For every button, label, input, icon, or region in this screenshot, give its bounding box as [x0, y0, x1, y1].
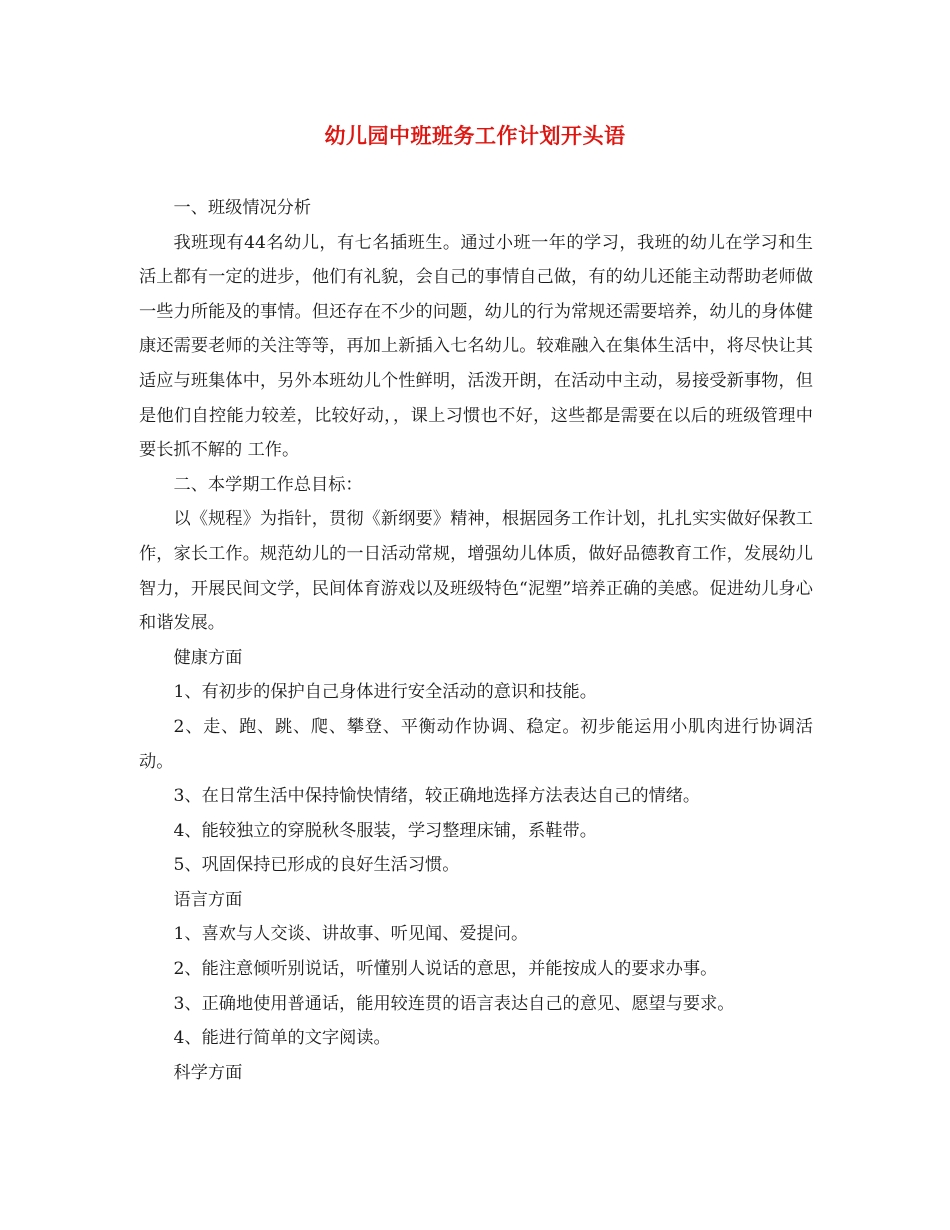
list-item-health-1: 1、有初步的保护自己身体进行安全活动的意识和技能。: [173, 682, 597, 703]
list-item-health-4: 4、能较独立的穿脱秋冬服装，学习整理床铺，系鞋带。: [173, 820, 597, 841]
paragraph-class-analysis: 我班现有44名幼儿，有七名插班生。通过小班一年的学习，我班的幼儿在学习和生活上都有一定的进步，他们有礼貌，会自己的事情自己做，有的幼儿还能主动帮助老师做一些力所能及的事情。但还存在不少的问题，幼儿的行为常规还需要培养，幼儿的身体健康还需要老师的关注等等，再加上新插入七名幼儿。较难融入在集体生活中，将尽快让其适应与班集体中，另外本班幼儿个性鲜明，活泼开朗，在活动中主动，易接受新事物，但是他们自控能力较差，比较好动，，课上习惯也不好，这些都是需要在以后的班级管理中要长抓不解的 工作。: [139, 232, 813, 461]
subheading-health: 健康方面: [173, 647, 243, 668]
list-item-health-3: 3、在日常生活中保持愉快情绪，较正确地选择方法表达自己的情绪。: [173, 786, 701, 807]
document-body: [139, 191, 813, 1090]
subheading-science: 科学方面: [173, 1062, 243, 1083]
list-item-language-3: 3、正确地使用普通话，能用较连贯的语言表达自己的意见、愿望与要求。: [173, 993, 735, 1014]
list-item-health-5: 5、巩固保持已形成的良好生活习惯。: [173, 855, 460, 876]
list-item-health-2: 2、走、跑、跳、爬、攀登、平衡动作协调、稳定。初步能运用小肌肉进行协调活动。: [139, 716, 813, 772]
document-title: 幼儿园中班班务工作计划开头语: [324, 123, 626, 148]
subheading-language: 语言方面: [173, 889, 243, 910]
list-item-language-1: 1、喜欢与人交谈、讲故事、听见闻、爱提问。: [173, 924, 529, 945]
section-heading-semester-goals: 二、本学期工作总目标：: [173, 474, 363, 495]
list-item-language-4: 4、能进行简单的文字阅读。: [173, 1028, 391, 1049]
list-item-language-2: 2、能注意倾听别说话，听懂别人说话的意思，并能按成人的要求办事。: [173, 959, 718, 980]
paragraph-semester-goals: 以《规程》为指针，贯彻《新纲要》精神，根据园务工作计划，扎扎实实做好保教工作，家长工作。规范幼儿的一日活动常规，增强幼儿体质，做好品德教育工作，发展幼儿智力，开展民间文学，民间体育游戏以及班级特色“泥塑”培养正确的美感。促进幼儿身心和谐发展。: [139, 509, 813, 634]
section-heading-class-analysis: 一、班级情况分析: [173, 198, 312, 218]
